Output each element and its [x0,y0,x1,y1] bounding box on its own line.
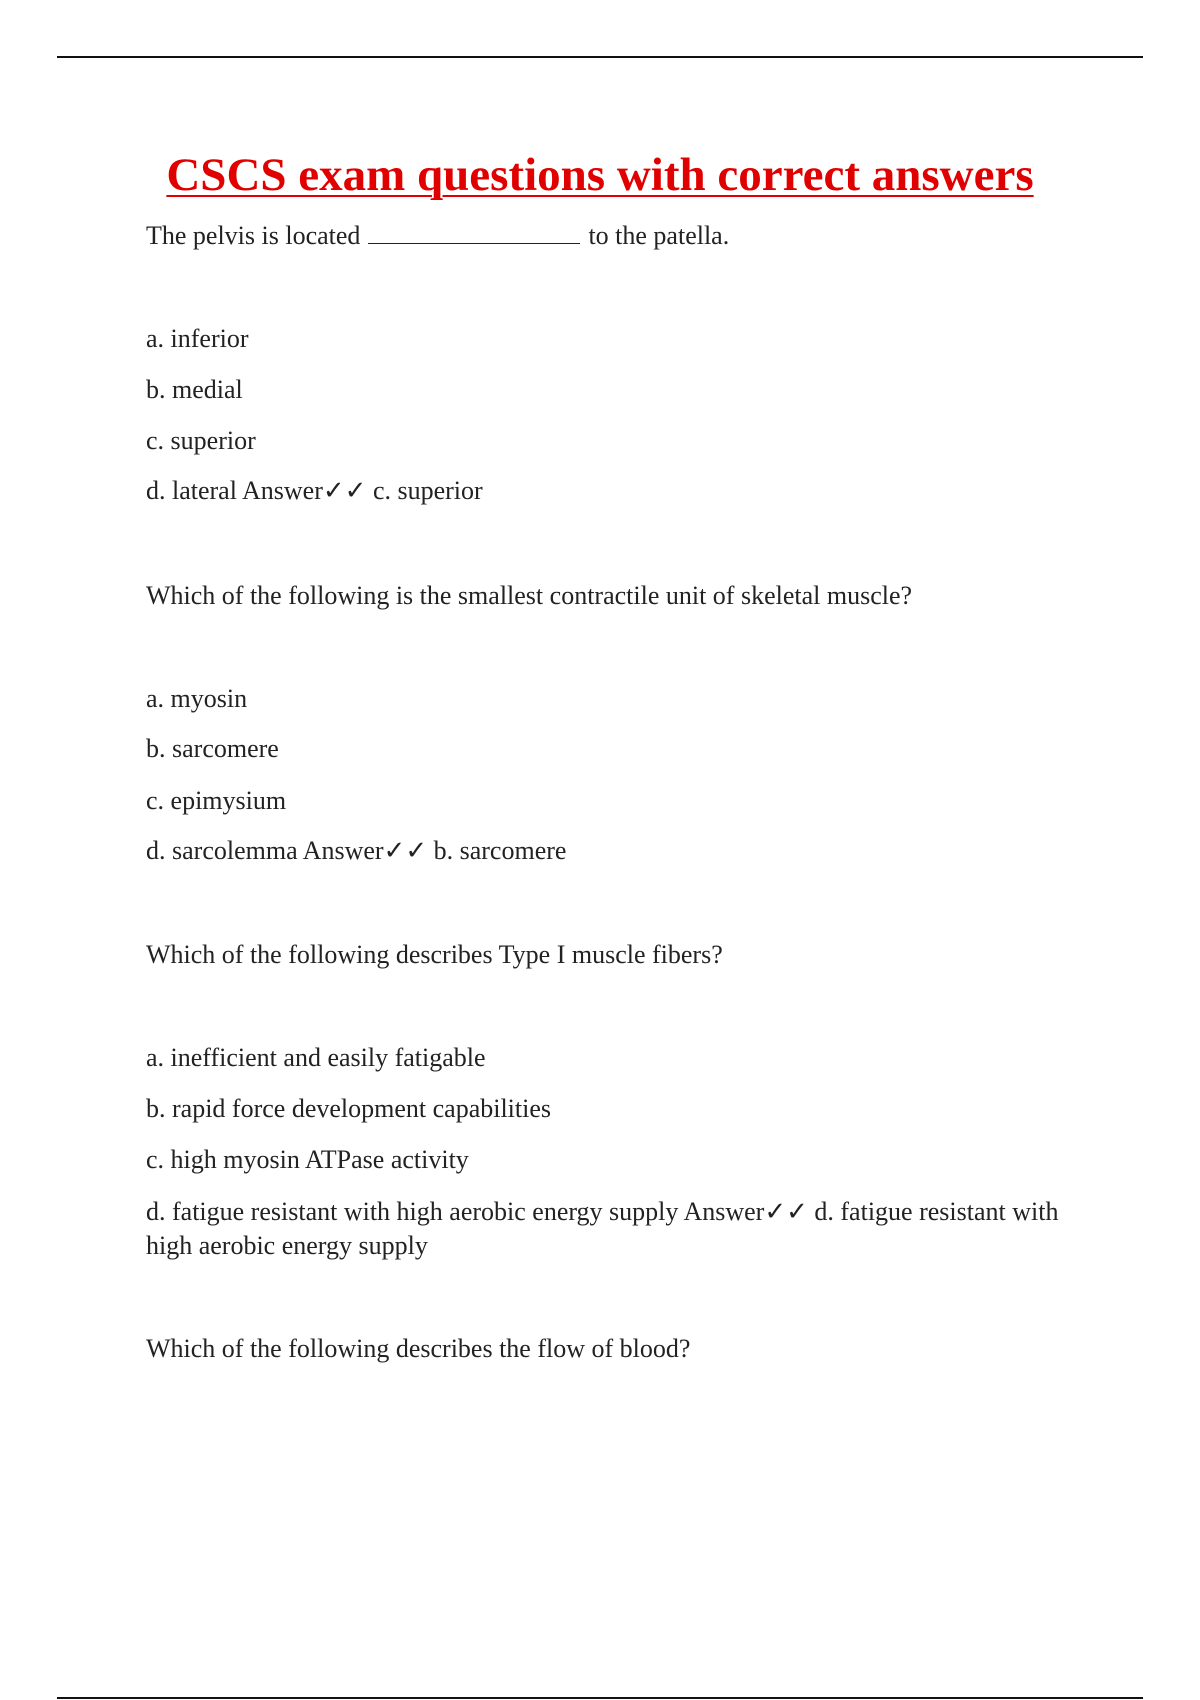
question-1-option-b: b. medial [146,375,243,404]
question-2-option-d-answer: d. sarcolemma Answer✓✓ b. sarcomere [146,836,567,865]
question-4-stem: Which of the following describes the flow of blood? [146,1334,691,1363]
question-3-option-a: a. inefficient and easily fatigable [146,1043,486,1072]
question-3-stem: Which of the following describes Type I muscle fibers? [146,940,723,969]
question-1-option-d-answer: d. lateral Answer✓✓ c. superior [146,476,483,505]
question-1-stem-after: to the patella. [588,221,730,250]
fill-in-blank [368,221,580,244]
question-2-option-c: c. epimysium [146,786,287,815]
question-3-option-c: c. high myosin ATPase activity [146,1145,469,1174]
document-title: CSCS exam questions with correct answers [166,149,1034,201]
question-1-option-c: c. superior [146,426,256,455]
question-2-option-a: a. myosin [146,684,248,713]
question-1-stem [146,219,729,253]
footer-rule [57,1697,1143,1699]
question-1-option-a: a. inferior [146,324,249,353]
question-3-option-b: b. rapid force development capabilities [146,1094,552,1123]
question-2-option-b: b. sarcomere [146,734,279,763]
question-3-option-d-answer: d. fatigue resistant with high aerobic energy supply Answer✓✓ d. fatigue resistant with high aerobic energy supply [146,1197,1059,1260]
question-1-stem-before: The pelvis is located [146,221,361,250]
question-2-stem: Which of the following is the smallest contractile unit of skeletal muscle? [146,581,913,610]
header-rule [57,56,1143,58]
